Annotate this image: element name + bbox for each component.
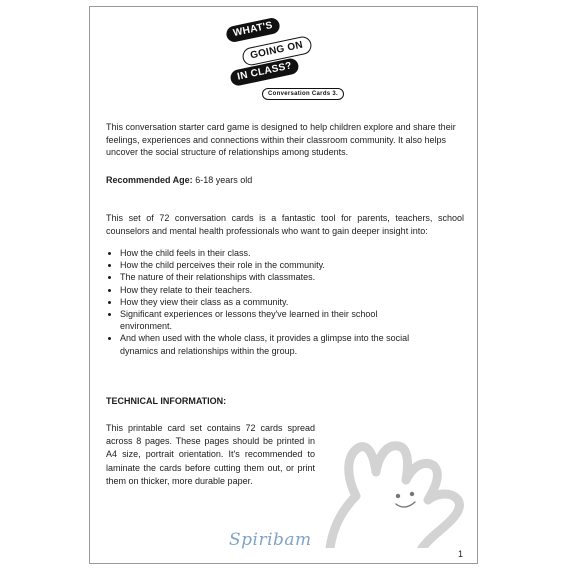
age-label: Recommended Age:	[106, 175, 193, 185]
list-item: • How they relate to their teachers.	[120, 284, 420, 296]
logo-subtitle: Conversation Cards 3.	[262, 88, 344, 100]
list-item: • Significant experiences or lessons they've learned in their school environment.	[120, 308, 420, 332]
logo-line-3: IN CLASS?	[229, 57, 300, 87]
list-item: • How the child feels in their class.	[120, 247, 420, 259]
list-item: • The nature of their relationships with classmates.	[120, 271, 420, 283]
list-item: • How the child perceives their role in the community.	[120, 259, 420, 271]
description-text: This set of 72 conversation cards is a fantastic tool for parents, teachers, school counselors and mental health professionals who want to gain deeper insight into:	[106, 213, 464, 236]
recommended-age	[106, 174, 464, 187]
page-number: 1	[458, 549, 464, 559]
brand-signature: Spiribam	[229, 530, 312, 550]
list-item: • And when used with the whole class, it provides a glimpse into the social dynamics and relationships within the group.	[120, 332, 420, 356]
age-value: 6-18 years old	[195, 175, 253, 185]
logo-line-1: WHAT'S	[225, 17, 281, 44]
technical-heading: TECHNICAL INFORMATION:	[106, 396, 227, 406]
list-item: • How they view their class as a community.	[120, 296, 420, 308]
logo-line-2: GOING ON	[241, 35, 313, 67]
description-paragraph	[106, 212, 464, 237]
insight-list	[106, 247, 420, 357]
title-logo	[226, 19, 338, 104]
intro-text: This conversation starter card game is designed to help children explore and share their feelings, experiences and connections within their classroom community. It also helps uncover the social structure of relationships among students.	[106, 122, 456, 157]
intro-paragraph	[106, 121, 464, 159]
technical-text: This printable card set contains 72 cards spread across 8 pages. These pages should be printed in A4 size, portrait orientation. It's recommended to laminate the cards before cutting them out, or print them on thicker, more durable paper.	[106, 423, 315, 486]
hand-illustration-icon	[320, 438, 480, 548]
